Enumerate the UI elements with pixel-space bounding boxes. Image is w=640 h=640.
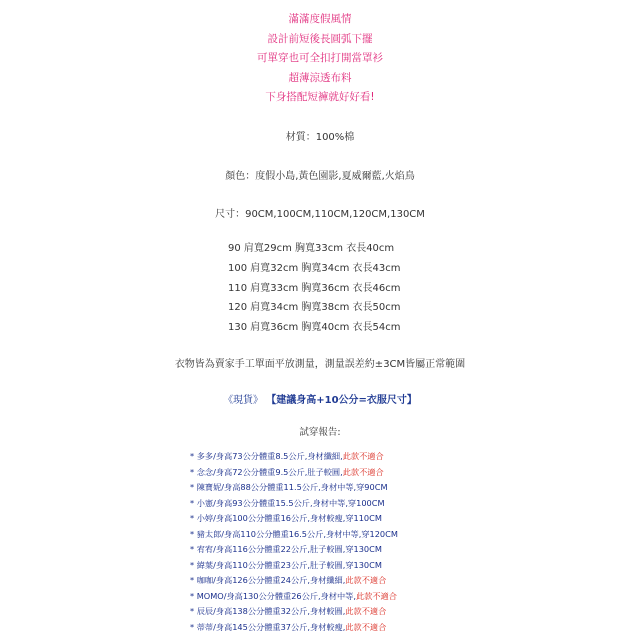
stock-label: 《現貨》 — [223, 395, 264, 406]
intro-line: 下身搭配短褲就好好看! — [265, 91, 375, 103]
report-note: 此款不適合 — [355, 590, 397, 601]
report-item — [190, 511, 398, 527]
size-row: 100 肩寬32cm 胸寬34cm 衣長43cm — [228, 262, 401, 274]
intro-line: 超薄涼透布料 — [288, 71, 352, 84]
report-item — [190, 542, 398, 558]
report-text: * MOMO/身高130公分體重26公斤,身材中等, — [190, 590, 356, 601]
report-text: * 咖咖/身高126公分體重24公斤,身材纖細, — [190, 575, 346, 585]
report-item — [190, 620, 398, 636]
report-text: * 蒂蒂/身高145公分體重37公斤,身材較瘦, — [190, 621, 346, 632]
fitting-report-list — [190, 449, 398, 635]
size-table — [228, 239, 401, 338]
report-text: * 小婷/身高100公分體重16公斤,身材較瘦,穿110CM — [190, 513, 382, 523]
report-note: 此款不適合 — [345, 575, 387, 585]
report-item — [190, 449, 398, 465]
report-text: * 小憲/身高93公分體重15.5公斤,身材中等,穿100CM — [190, 497, 385, 508]
report-item — [190, 604, 398, 620]
intro-line: 滿滿度假風情 — [288, 13, 352, 25]
report-item — [190, 573, 398, 589]
report-note: 此款不適合 — [342, 466, 384, 477]
report-item — [190, 496, 398, 512]
report-item — [190, 589, 398, 605]
report-text: * 念念/身高72公分體重9.5公斤,肚子較圓, — [190, 466, 343, 477]
report-item — [190, 558, 398, 574]
report-item — [190, 465, 398, 481]
report-text: * 多多/身高73公分體重8.5公斤,身材纖細, — [190, 451, 343, 461]
size-row: 130 肩寬36cm 胸寬40cm 衣長54cm — [228, 322, 401, 334]
report-title: 試穿報告: — [299, 427, 341, 438]
report-text: * 宥宥/身高116公分體重22公斤,肚子較圓,穿130CM — [190, 544, 382, 554]
size-recommendation — [0, 391, 640, 406]
size-row: 110 肩寬33cm 胸寬36cm 衣長46cm — [228, 282, 401, 294]
intro-text — [0, 10, 640, 108]
report-text: * 辰辰/身高138公分體重32公斤,身材較圓, — [190, 606, 346, 616]
measure-note: 衣物皆為賣家手工單面平放測量，測量誤差約±3CM皆屬正常範圍 — [174, 359, 466, 370]
intro-line: 設計前短後長圓弧下擺 — [267, 32, 373, 45]
colors-line: 顏色：度假小島,黃色園影,夏威爾藍,火焰鳥 — [225, 171, 415, 182]
recommend-highlight: 【建議身高+10公分=衣服尺寸】 — [266, 395, 417, 406]
size-options-line: 尺寸：90CM,100CM,110CM,120CM,130CM — [215, 209, 425, 220]
report-note: 此款不適合 — [342, 451, 384, 461]
size-row: 90 肩寬29cm 胸寬33cm 衣長40cm — [228, 243, 395, 254]
material-line: 材質：100%棉 — [285, 132, 355, 143]
report-item — [190, 527, 398, 543]
report-text: * 豬太郎/身高110公分體重16.5公斤,身材中等,穿120CM — [190, 528, 398, 539]
report-note: 此款不適合 — [345, 606, 387, 616]
size-row: 120 肩寬34cm 胸寬38cm 衣長50cm — [228, 302, 401, 314]
intro-line: 可單穿也可全扣打開當罩衫 — [257, 52, 383, 64]
report-text: * 緯葉/身高110公分體重23公斤,肚子較圓,穿130CM — [190, 559, 382, 570]
report-note: 此款不適合 — [345, 621, 387, 632]
report-item — [190, 480, 398, 496]
report-text: * 陳寶妮/身高88公分體重11.5公斤,身材中等,穿90CM — [190, 482, 388, 492]
